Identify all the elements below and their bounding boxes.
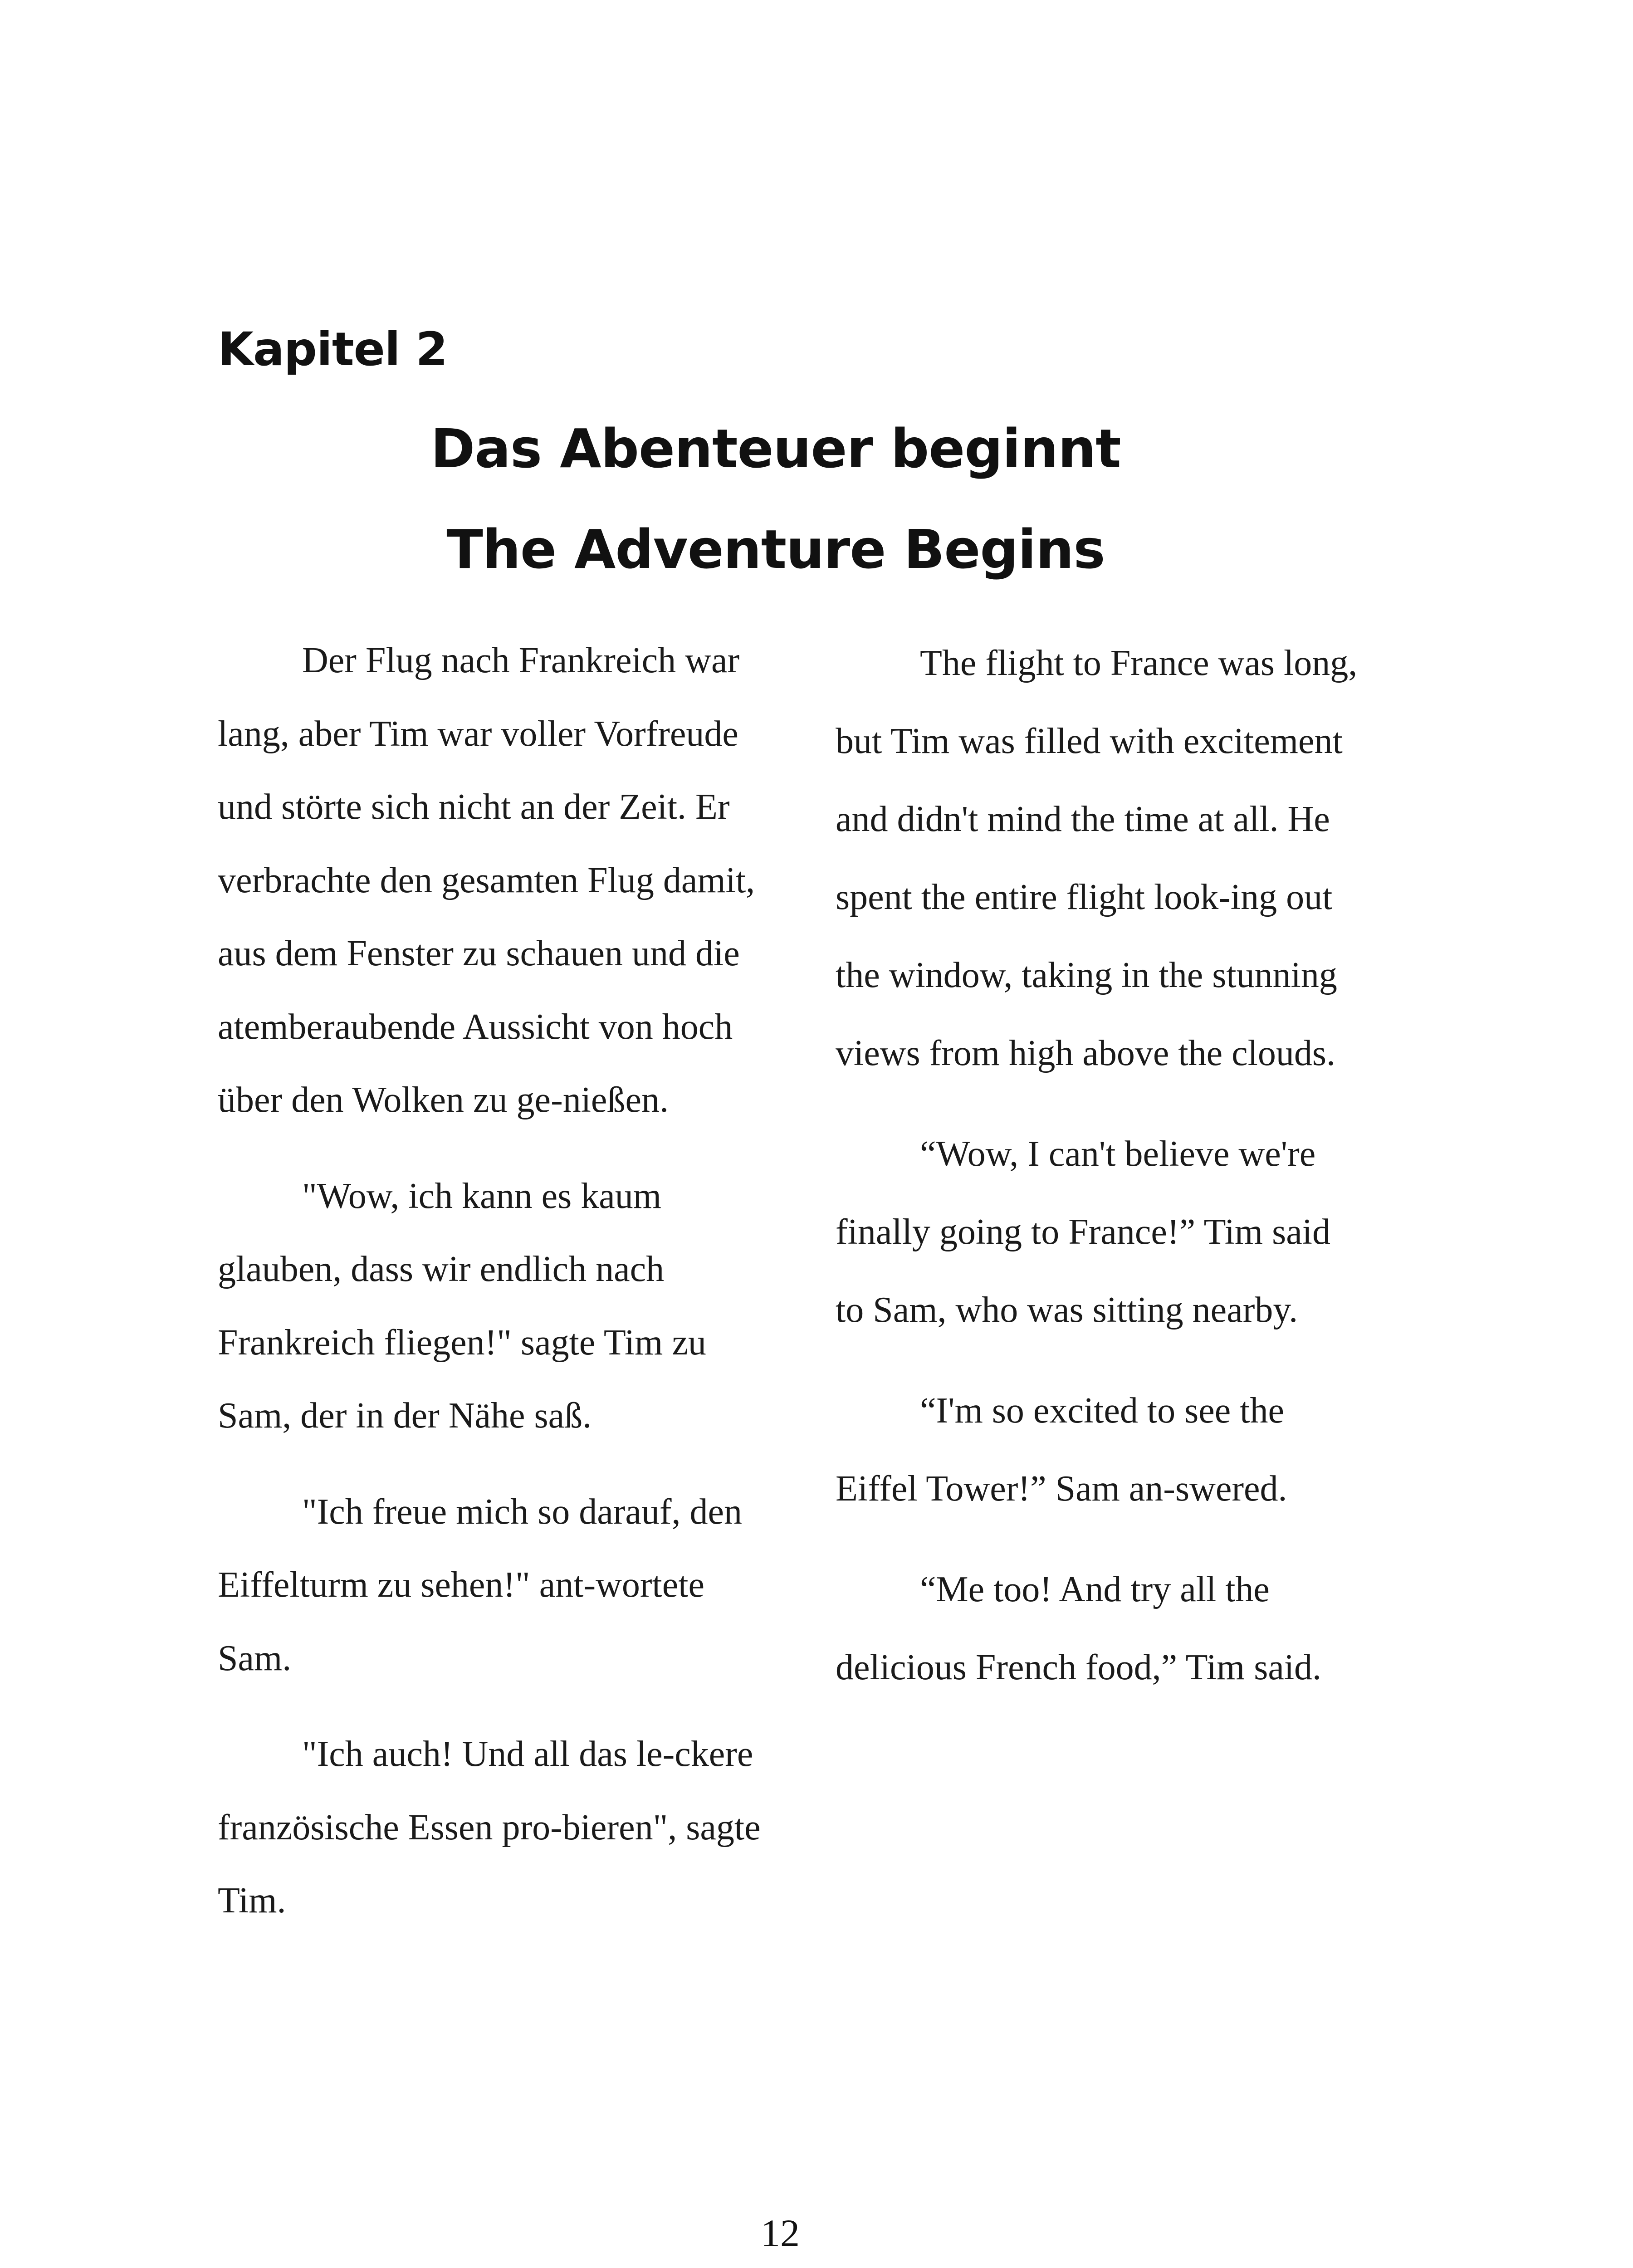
chapter-title-english: The Adventure Begins [446,518,1105,581]
german-paragraph: Der Flug nach Frankreich war lang, aber Tim war voller Vorfreude und störte sich nicht an der Zeit. Er verbrachte den gesamten Flug damit, aus dem Fenster zu schauen und die atemberaubende Aussicht von hoch über den Wolken zu ge-nießen. [218,640,755,1120]
english-paragraph: “Me too! And try all the delicious French food,” Tim said. [836,1569,1322,1687]
english-paragraph: “I'm so excited to see the Eiffel Tower!” Sam an-swered. [836,1391,1287,1509]
chapter-label: Kapitel 2 [218,323,448,376]
german-paragraph: "Ich auch! Und all das le-ckere französische Essen pro-bieren", sagte Tim. [218,1734,761,1921]
german-paragraph: "Wow, ich kann es kaum glauben, dass wir endlich nach Frankreich fliegen!" sagte Tim zu Sam, der in der Nähe saß. [218,1176,706,1436]
english-text-column [836,624,1362,1729]
german-text-column [218,624,785,1960]
chapter-title-german: Das Abenteuer beginnt [430,417,1121,480]
page-number: 12 [761,2211,800,2255]
english-paragraph: “Wow, I can't believe we're finally going to France!” Tim said to Sam, who was sitting nearby. [836,1134,1331,1330]
german-paragraph: "Ich freue mich so darauf, den Eiffelturm zu sehen!" ant-wortete Sam. [218,1491,742,1678]
english-paragraph: The flight to France was long, but Tim was filled with excitement and didn't mind the time at all. He spent the entire flight look-ing out the window, taking in the stunning views from high above the clouds. [836,643,1358,1073]
